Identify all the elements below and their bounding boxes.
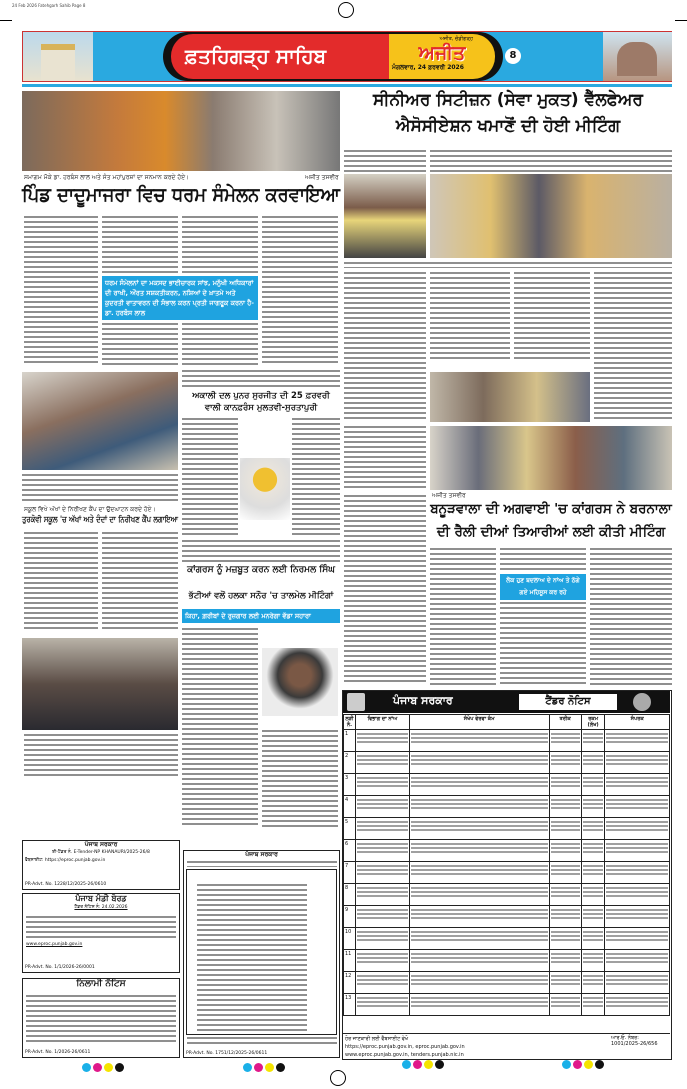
notice-pr: PR-Advt. No. 1228/12/2025-26/0610 <box>25 882 107 887</box>
article-text <box>344 495 426 685</box>
row-cell <box>549 906 581 928</box>
row-cell <box>549 840 581 862</box>
row-serial: 3 <box>344 774 356 796</box>
row-cell <box>605 862 670 884</box>
row-cell <box>409 906 549 928</box>
row-serial: 9 <box>344 906 356 928</box>
headline-box <box>182 392 340 403</box>
notice-title: ਪੰਜਾਬ ਮੰਡੀ ਬੋਰਡ <box>75 894 127 903</box>
row-cell <box>581 928 605 950</box>
crop-mark <box>675 20 687 21</box>
row-cell <box>581 752 605 774</box>
row-cell <box>581 774 605 796</box>
notice-punjab-sarkar-mid <box>183 850 340 1058</box>
row-cell <box>355 884 409 906</box>
registration-mark-icon <box>330 1070 346 1086</box>
tender-link[interactable]: https://eproc.punjab.gov.in, eproc.punjab.gov.in <box>345 1044 465 1050</box>
notice-text <box>187 861 337 867</box>
row-cell <box>409 928 549 950</box>
row-cell <box>409 950 549 972</box>
headline-congress-1: ਕਾਂਗਰਸ ਨੂੰ ਮਜ਼ਬੂਤ ਕਰਨ ਲਈ ਨਿਰਮਲ ਸਿੰਘ <box>187 565 335 575</box>
table-row <box>344 972 670 994</box>
association-photo <box>344 174 426 258</box>
article-text <box>182 418 238 538</box>
dharam-lower-text <box>102 323 178 368</box>
headline-senior-2: ਐਸੋਸੀਏਸ਼ਨ ਖਮਾਣੋਂ ਦੀ ਹੋਈ ਮੀਟਿੰਗ <box>395 116 621 136</box>
row-cell <box>549 950 581 972</box>
tender-govt: ਪੰਜਾਬ ਸਰਕਾਰ <box>393 694 453 707</box>
headline-school-camp: ਤੁਰਕੋਵੀ ਸਕੂਲ 'ਚ ਅੱਖਾਂ ਅਤੇ ਦੰਦਾਂ ਦਾ ਨਿਰੀਖਣ ਕੈਂਪ ਲਗਾਇਆ <box>22 515 179 525</box>
row-cell <box>605 906 670 928</box>
row-cell <box>355 774 409 796</box>
headline-box <box>430 502 672 520</box>
banur-meeting-photo <box>430 426 672 490</box>
portrait-photo <box>262 648 338 716</box>
row-cell <box>605 774 670 796</box>
inset-photo <box>430 372 590 422</box>
row-cell <box>549 818 581 840</box>
edition-label: ਅਜੀਤ, ਚੰਡੀਗੜ੍ਹ <box>439 36 473 42</box>
table-row <box>344 950 670 972</box>
article-text <box>430 548 496 685</box>
row-cell <box>581 862 605 884</box>
group-photo <box>22 91 340 171</box>
meeting-photo <box>22 638 178 730</box>
monument-photo <box>603 32 672 81</box>
row-cell <box>605 884 670 906</box>
row-cell <box>605 730 670 752</box>
caption-box <box>24 506 178 514</box>
notice-pr: PR-Advt. No. 1751/12/2025-26/0611 <box>186 1051 268 1056</box>
headline-congress-2: ਭੱਟੀਆਂ ਵਲੋਂ ਹਲਕਾ ਸਨੌਰ 'ਚ ਤਾਲਮੇਲ ਮੀਟਿੰਗਾਂ <box>188 591 334 601</box>
row-serial: 11 <box>344 950 356 972</box>
row-cell <box>355 862 409 884</box>
article-text <box>500 548 586 572</box>
photo-credit: ਅਜੀਤ ਤਸਵੀਰ <box>432 492 466 499</box>
article-text <box>590 548 672 685</box>
row-cell <box>581 906 605 928</box>
headline-dharam-sammelan: ਪਿੰਡ ਦਾਦੂਮਾਜਰਾ ਵਿਚ ਧਰਮ ਸੰਮੇਲਨ ਕਰਵਾਇਆ <box>22 184 340 206</box>
article-text <box>430 272 510 362</box>
school-photo <box>22 372 178 470</box>
row-serial: 10 <box>344 928 356 950</box>
row-cell <box>409 774 549 796</box>
table-row <box>344 818 670 840</box>
registration-mark-icon <box>338 2 354 18</box>
row-cell <box>581 730 605 752</box>
notice-table <box>186 869 337 1035</box>
row-cell <box>355 950 409 972</box>
row-cell <box>549 972 581 994</box>
row-cell <box>409 862 549 884</box>
paper-name: ਅਜੀਤ <box>418 42 466 64</box>
photo-caption: ਸਕੂਲ ਵਿਖੇ ਅੱਖਾਂ ਦੇ ਨਿਰੀਖਣ ਕੈਂਪ ਦਾ ਉਦਘਾਟਨ ਕਰਦੇ ਹੋਏ। <box>24 506 156 513</box>
article-text <box>262 730 338 828</box>
notice-auction <box>22 978 180 1058</box>
row-cell <box>581 950 605 972</box>
headline-box <box>22 516 178 527</box>
caption-text <box>22 474 178 504</box>
article-text <box>500 602 586 685</box>
headline-box <box>182 404 340 415</box>
tender-title: ਟੈਂਡਰ ਨੋਟਿਸ <box>519 694 617 710</box>
table-row <box>344 906 670 928</box>
row-cell <box>409 884 549 906</box>
print-slug: 24 Feb 2026 Fatehgarh Sahib Page 8 <box>12 3 86 8</box>
row-cell <box>355 818 409 840</box>
tender-table <box>343 714 670 1016</box>
photo-credit: ਅਜੀਤ ਤਸਵੀਰ <box>305 174 339 181</box>
headline-banur-1: ਬਨੂੜਵਾਲਾ ਦੀ ਅਗਵਾਈ 'ਚ ਕਾਂਗਰਸ ਨੇ ਬਰਨਾਲਾ <box>430 501 672 517</box>
article-text <box>430 150 672 172</box>
article-text <box>182 370 340 388</box>
article-text <box>182 628 258 828</box>
caption-text <box>24 734 178 778</box>
pullquote-banur: ਲੋਕ ਹੁਣ ਬਦਲਾਅ ਦੇ ਨਾਂਅ ਤੇ ਠੱਗੇ ਗਏ ਮਹਿਸੂਸ ਕਰ ਰਹੇ <box>500 574 586 600</box>
table-row <box>344 994 670 1016</box>
notice-title: ਨਿਲਾਮੀ ਨੋਟਿਸ <box>76 979 126 989</box>
article-text <box>182 216 258 274</box>
row-cell <box>549 730 581 752</box>
table-row <box>344 840 670 862</box>
headline-box <box>340 92 672 114</box>
crop-mark <box>0 20 12 21</box>
row-cell <box>355 906 409 928</box>
color-bar <box>82 1063 124 1072</box>
table-row <box>344 884 670 906</box>
seal-icon <box>633 693 651 711</box>
notice-pr: PR-Advt. No. 1/2026-26/0611 <box>25 1050 91 1055</box>
table-row <box>344 928 670 950</box>
subhead-congress: ਕਿਹਾ, ਗ਼ਰੀਬਾਂ ਦੇ ਰੁਜ਼ਗਾਰ ਲਈ ਮਨਰੇਗਾ ਵੱਡਾ ਸਹਾਰਾ <box>185 612 311 620</box>
headline-box <box>182 592 340 603</box>
article-text <box>344 272 426 422</box>
table-row <box>344 730 670 752</box>
tender-column-header: ਸੰਪਰਕ <box>605 715 670 730</box>
color-bar <box>562 1060 604 1069</box>
headline-box <box>22 186 340 210</box>
tender-column-header: ਲੜੀ ਨੰ. <box>345 716 354 728</box>
row-cell <box>605 994 670 1016</box>
row-serial: 5 <box>344 818 356 840</box>
notice-link[interactable]: ਵੈੱਬਸਾਈਟ: https://eproc.punjab.gov.in <box>25 858 106 863</box>
association-photo <box>430 174 672 258</box>
headline-akali-2: ਵਾਲੀ ਕਾਨਫ਼ਰੰਸ ਮੁਲਤਵੀ-ਸੁਰਤਾਪੁਰੀ <box>204 403 318 413</box>
notice-ref: ਟੈਂਡਰ ਨੋਟਿਸ ਨੰ: 24.02.2026 <box>74 905 128 910</box>
notice-punjab-sarkar <box>22 840 180 890</box>
row-cell <box>355 928 409 950</box>
row-cell <box>409 752 549 774</box>
article-text <box>514 272 590 362</box>
gurdwara-photo <box>23 32 93 81</box>
table-row <box>344 796 670 818</box>
article-text <box>262 216 338 366</box>
headline-box <box>182 566 340 578</box>
row-cell <box>355 994 409 1016</box>
headline-banur-2: ਦੀ ਰੈਲੀ ਦੀਆਂ ਤਿਆਰੀਆਂ ਲਈ ਕੀਤੀ ਮੀਟਿੰਗ <box>436 524 666 540</box>
masthead <box>22 31 672 82</box>
notice-title: ਪੰਜਾਬ ਸਰਕਾਰ <box>84 841 118 848</box>
row-cell <box>605 950 670 972</box>
row-serial: 4 <box>344 796 356 818</box>
divider <box>22 84 672 87</box>
notice-text <box>26 995 176 1045</box>
row-cell <box>549 774 581 796</box>
row-cell <box>409 730 549 752</box>
row-cell <box>581 840 605 862</box>
notice-title: ਪੰਜਾਬ ਸਰਕਾਰ <box>245 851 278 858</box>
row-cell <box>605 972 670 994</box>
row-cell <box>581 972 605 994</box>
tender-ro: ਆਰ.ਓ. ਨੰਬਰ: 1001/2025-26/656 <box>611 1035 658 1047</box>
article-text <box>292 418 340 538</box>
headline-akali-1: ਅਕਾਲੀ ਦਲ ਪੁਨਰ ਸੁਰਜੀਤ ਦੀ 25 ਫ਼ਰਵਰੀ <box>192 391 330 401</box>
row-serial: 8 <box>344 884 356 906</box>
table-row <box>344 774 670 796</box>
caption-text <box>344 262 672 268</box>
color-bar <box>402 1060 444 1069</box>
notice-pr: PR-Advt. No. 1/1/2026-26/0001 <box>25 965 95 970</box>
dharam-lower-text <box>182 323 258 368</box>
article-text <box>24 216 98 366</box>
photo-caption: ਸਮਾਗਮ ਮੌਕੇ ਡਾ. ਹਰਬੰਸ ਲਾਲ ਅਤੇ ਸੰਤ ਮਹਾਂਪੁਰਸ਼ਾਂ ਦਾ ਸਨਮਾਨ ਕਰਦੇ ਹੋਏ। <box>24 174 190 181</box>
row-cell <box>605 752 670 774</box>
row-cell <box>605 818 670 840</box>
row-cell <box>581 818 605 840</box>
row-cell <box>605 796 670 818</box>
article-text <box>102 532 178 632</box>
row-cell <box>549 752 581 774</box>
row-serial: 6 <box>344 840 356 862</box>
tender-column-header: ਤਰੀਕ <box>549 715 581 730</box>
table-row <box>344 752 670 774</box>
headline-senior-1: ਸੀਨੀਅਰ ਸਿਟੀਜ਼ਨ (ਸੇਵਾ ਮੁਕਤ) ਵੈੱਲਫੇਅਰ <box>373 90 643 110</box>
row-cell <box>605 840 670 862</box>
tender-footer: ਹੋਰ ਜਾਣਕਾਰੀ ਲਈ ਵੈੱਬਸਾਈਟ ਵੇਖੋ <box>345 1036 409 1042</box>
issue-date: ਮੰਗਲਵਾਰ, 24 ਫ਼ਰਵਰੀ 2026 <box>392 64 464 71</box>
page-number: 8 <box>505 48 521 64</box>
portrait-photo <box>240 458 290 520</box>
color-bar <box>243 1063 285 1072</box>
notice-text <box>197 884 307 1032</box>
row-cell <box>355 730 409 752</box>
tender-notice <box>342 690 672 1060</box>
row-cell <box>355 840 409 862</box>
article-text <box>182 540 340 562</box>
section-title: ਫ਼ਤਹਿਗੜ੍ਹ ਸਾਹਿਬ <box>185 44 327 68</box>
row-serial: 2 <box>344 752 356 774</box>
tender-column-header: ਵਿਭਾਗ ਦਾ ਨਾਂਅ <box>355 715 409 730</box>
tender-column-header: ਰਕਮ (ਲੱਖ) <box>581 715 605 730</box>
row-cell <box>549 928 581 950</box>
tender-column-header: ਸੰਖੇਪ ਵੇਰਵਾ ਕੰਮ <box>409 715 549 730</box>
row-serial: 7 <box>344 862 356 884</box>
row-cell <box>549 796 581 818</box>
row-cell <box>409 796 549 818</box>
notice-text <box>187 1037 337 1047</box>
row-serial: 13 <box>344 994 356 1016</box>
headline-box <box>430 525 672 543</box>
row-cell <box>605 928 670 950</box>
headline-box <box>340 118 672 140</box>
notice-text <box>26 916 176 940</box>
notice-ref: ਈ-ਟੈਂਡਰ ਨੰ. E-Tender-NP KHANAURI/2025-26/8 <box>52 850 150 855</box>
row-cell <box>581 796 605 818</box>
notice-mandi-board <box>22 893 180 973</box>
row-cell <box>355 752 409 774</box>
row-cell <box>409 840 549 862</box>
article-text <box>344 150 426 172</box>
row-cell <box>355 972 409 994</box>
row-cell <box>409 994 549 1016</box>
row-cell <box>549 862 581 884</box>
table-row <box>344 862 670 884</box>
row-cell <box>355 796 409 818</box>
row-serial: 12 <box>344 972 356 994</box>
punjab-emblem-icon <box>347 693 365 711</box>
row-cell <box>409 818 549 840</box>
row-serial: 1 <box>344 730 356 752</box>
caption-box <box>24 174 294 182</box>
subhead-box <box>182 609 340 623</box>
row-cell <box>581 884 605 906</box>
tender-link[interactable]: www.eproc.punjab.gov.in, tenders.punjab.nic.in <box>345 1052 464 1058</box>
article-text <box>24 532 98 632</box>
article-text <box>344 426 426 490</box>
notice-link[interactable]: www.eproc.punjab.gov.in <box>26 942 83 947</box>
pullquote-dharam: ਧਰਮ ਸੰਮੇਲਨਾਂ ਦਾ ਮਕਸਦ ਭਾਈਚਾਰਕ ਸਾਂਝ, ਮਨੁੱਖੀ ਅਧਿਕਾਰਾਂ ਦੀ ਰਾਖੀ, ਔਰਤ ਸਸ਼ਕਤੀਕਰਨ, ਨਸ਼ਿਆਂ ਦੇ ਖ਼ਾਤਮੇ ਅਤੇ ਕੁਦਰਤੀ ਵਾਤਾਵਰਨ ਦੀ ਸੰਭਾਲ ਕਰਨ ਪ੍ਰਤੀ ਜਾਗਰੂਕ ਕਰਨਾ ਹੈ-ਡਾ. ਹਰਬੰਸ ਲਾਲ <box>102 276 258 320</box>
row-cell <box>549 884 581 906</box>
row-cell <box>581 994 605 1016</box>
article-text <box>594 272 672 422</box>
row-cell <box>549 994 581 1016</box>
article-text <box>102 216 178 274</box>
row-cell <box>409 972 549 994</box>
